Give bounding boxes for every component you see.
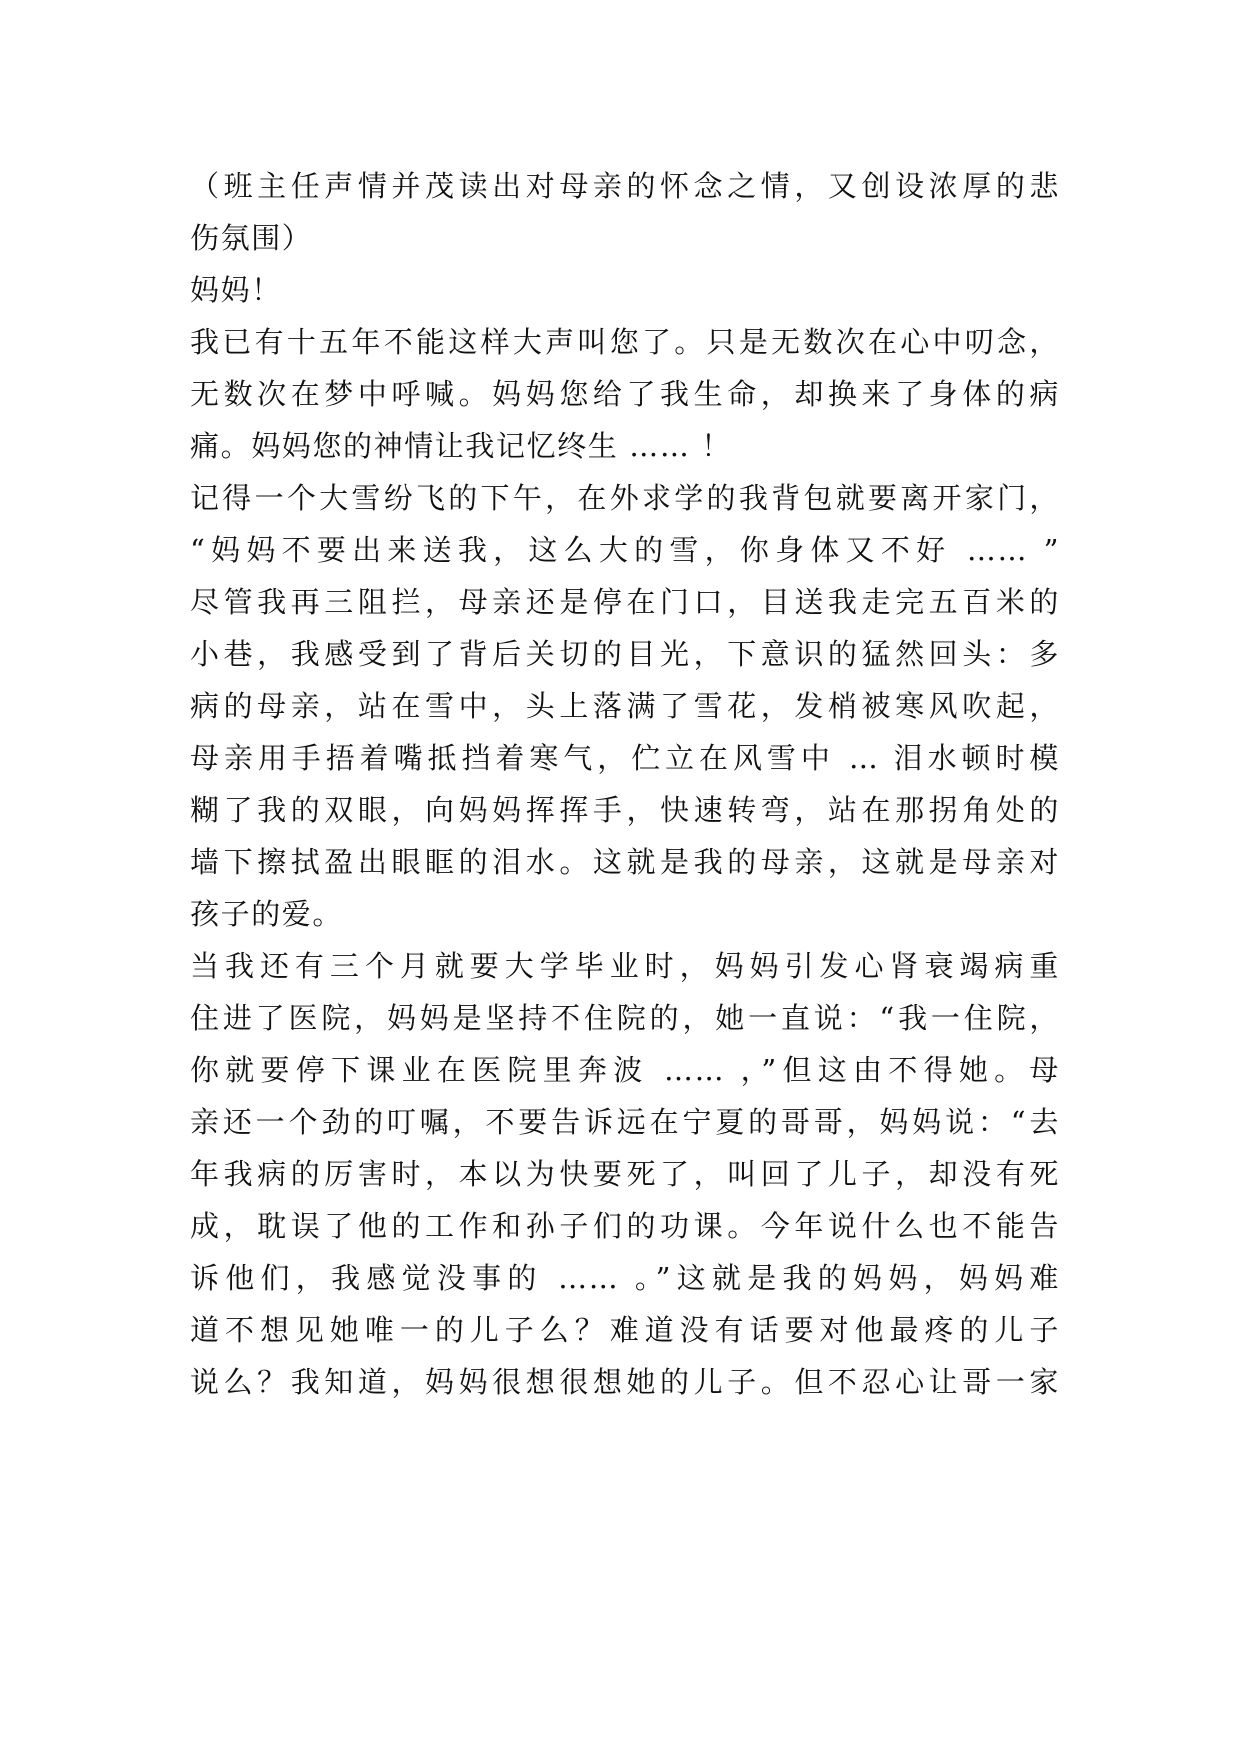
- document-body: [190, 160, 1060, 1408]
- text-line: 尽管我再三阻拦，母亲还是停在门口，目送我走完五百米的: [190, 585, 1060, 619]
- text-line: 诉他们，我感觉没事的 …… 。”这就是我的妈妈，妈妈难: [190, 1261, 1060, 1295]
- text-line: 你就要停下课业在医院里奔波 …… ，”但这由不得她。母: [190, 1053, 1060, 1087]
- text-line: 孩子的爱。: [190, 897, 344, 931]
- text-line: “妈妈不要出来送我，这么大的雪，你身体又不好 …… ”: [190, 533, 1060, 567]
- text-line: 墙下擦拭盈出眼眶的泪水。这就是我的母亲，这就是母亲对: [190, 845, 1060, 879]
- text-line: 痛。妈妈您的神情让我记忆终生 …… ！: [190, 429, 732, 463]
- text-line: 伤氛围）: [190, 221, 313, 255]
- text-line: 小巷，我感受到了背后关切的目光，下意识的猛然回头：多: [190, 637, 1060, 671]
- text-line: 妈妈！: [190, 273, 282, 307]
- text-line: 无数次在梦中呼喊。妈妈您给了我生命，却换来了身体的病: [190, 377, 1060, 411]
- text-line: 年我病的厉害时，本以为快要死了，叫回了儿子，却没有死: [190, 1157, 1060, 1191]
- text-line: 记得一个大雪纷飞的下午，在外求学的我背包就要离开家门，: [190, 481, 1060, 515]
- text-line: 母亲用手捂着嘴抵挡着寒气，伫立在风雪中 … 泪水顿时模: [190, 741, 1060, 775]
- text-line: 亲还一个劲的叮嘱，不要告诉远在宁夏的哥哥，妈妈说：“去: [190, 1105, 1060, 1139]
- text-line: 住进了医院，妈妈是坚持不住院的，她一直说：“我一住院，: [190, 1001, 1060, 1035]
- text-line: 说么？我知道，妈妈很想很想她的儿子。但不忍心让哥一家: [190, 1365, 1060, 1399]
- text-line: 病的母亲，站在雪中，头上落满了雪花，发梢被寒风吹起，: [190, 689, 1060, 723]
- text-line: 当我还有三个月就要大学毕业时，妈妈引发心肾衰竭病重: [190, 949, 1060, 983]
- text-line: 成，耽误了他的工作和孙子们的功课。今年说什么也不能告: [190, 1209, 1060, 1243]
- text-line: 糊了我的双眼，向妈妈挥挥手，快速转弯，站在那拐角处的: [190, 793, 1060, 827]
- text-line: 我已有十五年不能这样大声叫您了。只是无数次在心中叨念，: [190, 325, 1060, 359]
- text-line: （班主任声情并茂读出对母亲的怀念之情，又创设浓厚的悲: [190, 169, 1060, 203]
- text-line: 道不想见她唯一的儿子么？难道没有话要对他最疼的儿子: [190, 1313, 1060, 1347]
